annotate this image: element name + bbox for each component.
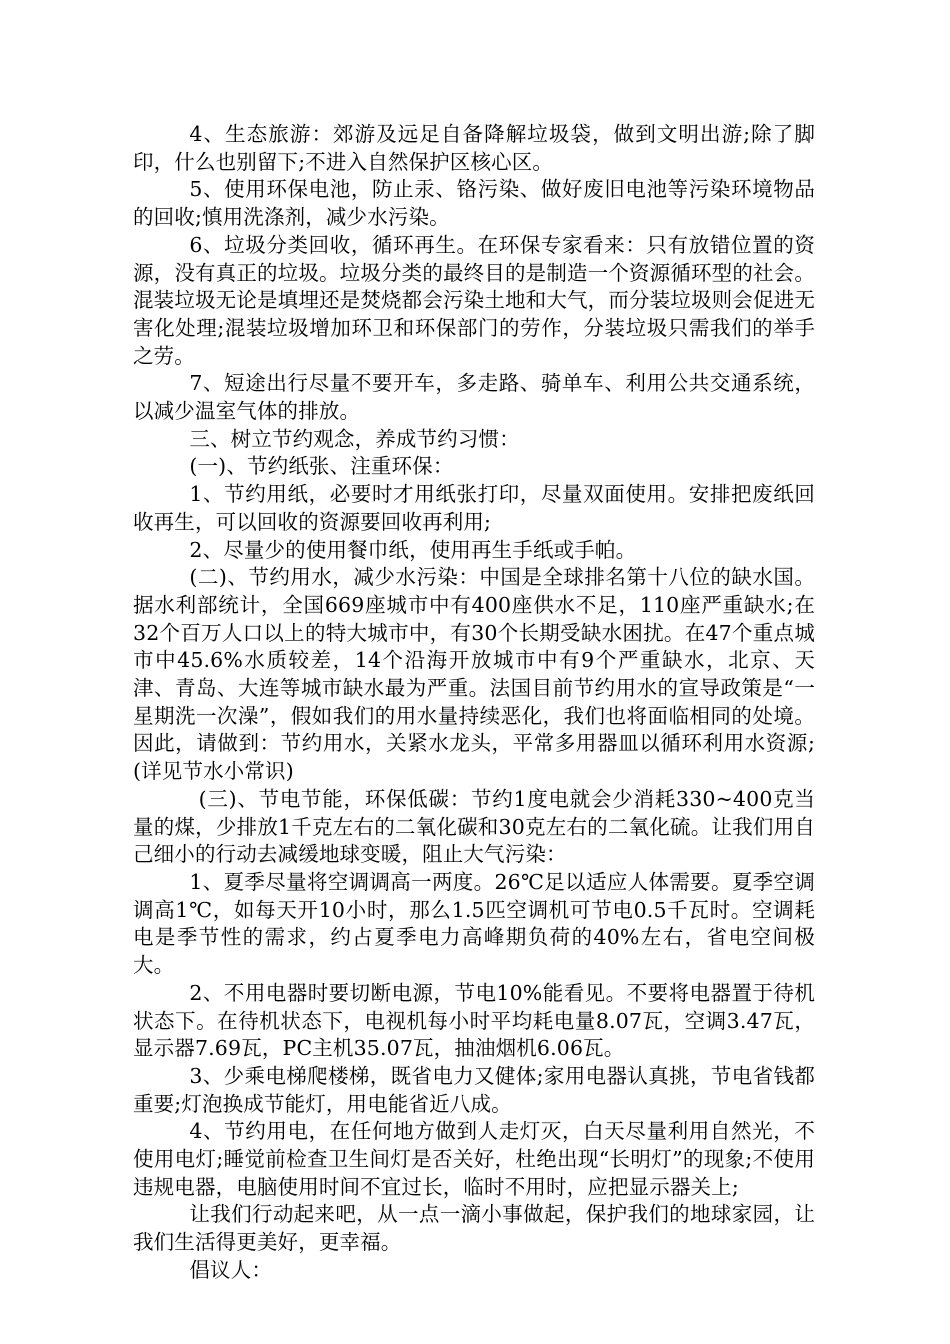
paragraph-garbage-sorting: 6、垃圾分类回收，循环再生。在环保专家看来：只有放错位置的资源，没有真正的垃圾。垃圾分类的最终目的是制造一个资源循环型的社会。混装垃圾无论是填埋还是焚烧都会污染土地和大气，而分装垃圾则会促进无害化处理;混装垃圾增加环卫和环保部门的劳作，分装垃圾只需我们的举手之劳。 bbox=[133, 232, 815, 368]
paragraph-napkins: 2、尽量少的使用餐巾纸，使用再生手纸或手帕。 bbox=[189, 537, 637, 562]
paragraph-eco-batteries: 5、使用环保电池，防止汞、铬污染、做好废旧电池等污染环境物品的回收;慎用洗涤剂，减少水污染。 bbox=[133, 177, 815, 230]
paragraph-save-electricity: (三)、节电节能，环保低碳：节约1度电就会少消耗330~400克当量的煤，少排放1千克左右的二氧化碳和30克左右的二氧化硫。让我们用自己细小的行动去减缓地球变暖，阻止大气污染： bbox=[133, 786, 815, 867]
paragraph-lights-off: 4、节约用电，在任何地方做到人走灯灭，白天尽量利用自然光，不使用电灯;睡觉前检查卫生间灯是否关好，杜绝出现“长明灯”的现象;不使用违规电器，电脑使用时间不宜过长，临时不用时，应把显示器关上; bbox=[133, 1119, 815, 1199]
signature-label: 倡议人： bbox=[189, 1257, 272, 1282]
paragraph-save-water: (二)、节约用水，减少水污染：中国是全球排名第十八位的缺水国。据水利部统计，全国669座城市中有400座供水不足，110座严重缺水;在32个百万人口以上的特大城市中，有30个长期受缺水困扰。在47个重点城市中45.6%水质较差，14个沿海开放城市中有9个严重缺水，北京、天津、青岛、大连等城市缺水最为严重。法国目前节约用水的宣导政策是“一星期洗一次澡”，假如我们的用水量持续恶化，我们也将面临相同的处境。因此，请做到：节约用水，关紧水龙头，平常多用器皿以循环利用水资源;(详见节水小常识) bbox=[133, 565, 815, 784]
paragraph-stairs: 3、少乘电梯爬楼梯，既省电力又健体;家用电器认真挑，节电省钱都重要;灯泡换成节能灯，用电能省近八成。 bbox=[133, 1063, 815, 1116]
paragraph-air-conditioning: 1、夏季尽量将空调调高一两度。26℃足以适应人体需要。夏季空调调高1℃，如每天开10小时，那么1.5匹空调机可节电0.5千瓦时。空调耗电是季节性的需求，约占夏季电力高峰期负荷的40%左右，省电空间极大。 bbox=[133, 869, 815, 978]
section-heading-thrift: 三、树立节约观念，养成节约习惯： bbox=[189, 426, 520, 451]
subsection-heading-paper: (一)、节约纸张、注重环保： bbox=[189, 454, 454, 479]
paragraph-eco-tourism: 4、生态旅游：郊游及远足自备降解垃圾袋，做到文明出游;除了脚印，什么也别留下;不进入自然保护区核心区。 bbox=[133, 122, 815, 174]
paragraph-short-trips: 7、短途出行尽量不要开车，多走路、骑单车、利用公共交通系统，以减少温室气体的排放。 bbox=[133, 371, 815, 424]
paragraph-save-paper: 1、节约用纸，必要时才用纸张打印，尽量双面使用。安排把废纸回收再生，可以回收的资源要回收再利用; bbox=[133, 482, 815, 534]
paragraph-standby-power: 2、不用电器时要切断电源，节电10%能看见。不要将电器置于待机状态下。在待机状态下，电视机每小时平均耗电量8.07瓦，空调3.47瓦，显示器7.69瓦，PC主机35.07瓦，抽油烟机6.06瓦。 bbox=[133, 980, 815, 1061]
paragraph-call-to-action: 让我们行动起来吧，从一点一滴小事做起，保护我们的地球家园，让我们生活得更美好，更幸福。 bbox=[133, 1202, 815, 1255]
document-body bbox=[133, 121, 815, 1285]
